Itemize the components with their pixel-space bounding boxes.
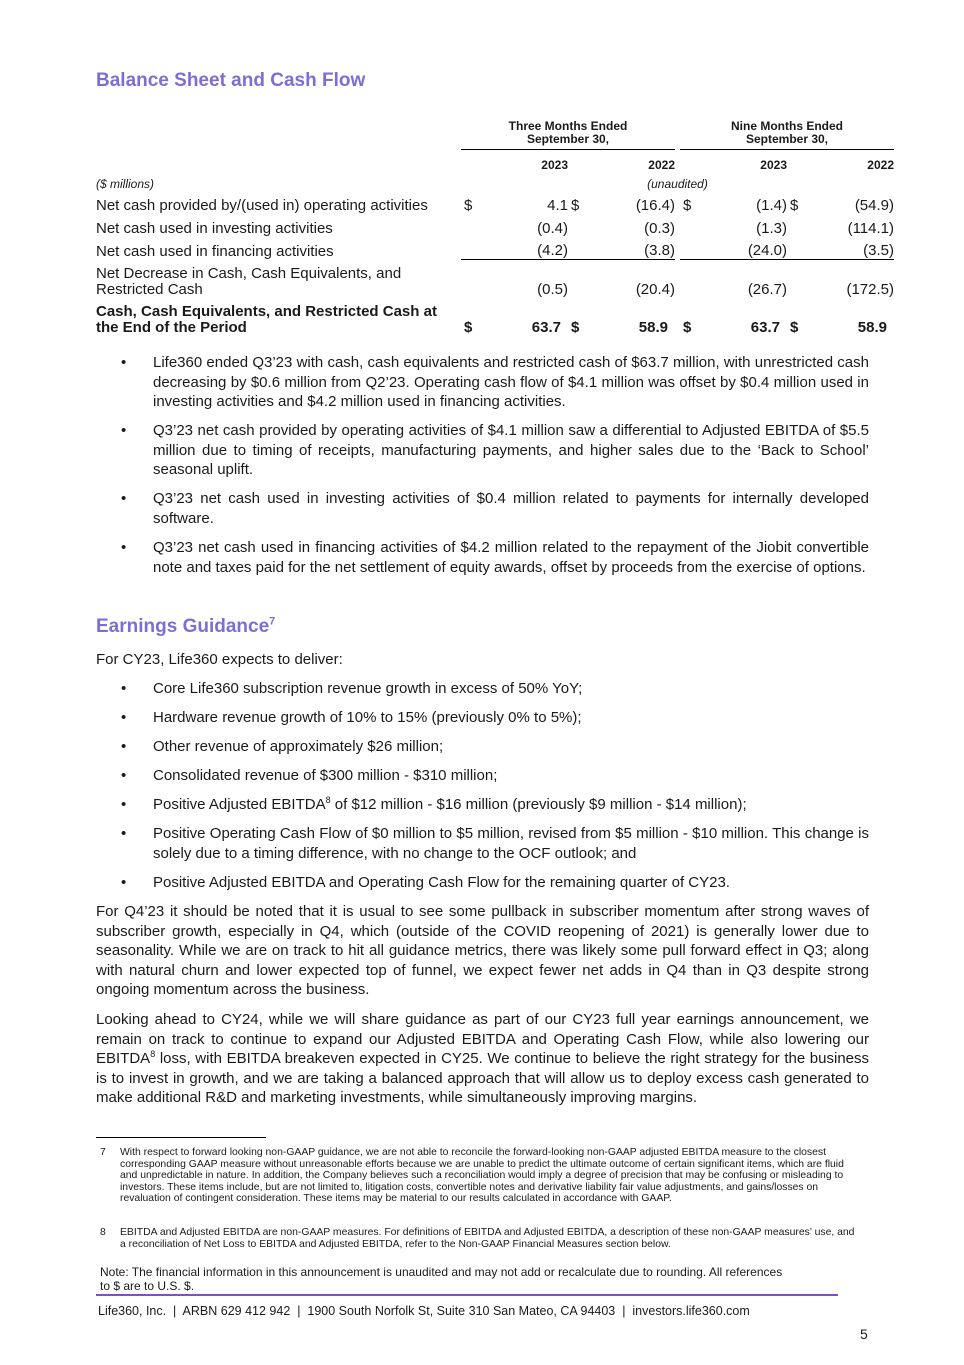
currency-symbol: [787, 260, 809, 300]
cell-value: (0.3): [644, 219, 675, 237]
cell-value: (20.4): [635, 280, 675, 298]
guidance-bullet-7: Positive Adjusted EBITDA and Operating Cash Flow for the remaining quarter of CY23.: [153, 874, 730, 891]
guidance-bullet-4: Consolidated revenue of $300 million - $310 million;: [153, 767, 498, 784]
cell-value: (0.4): [537, 219, 568, 237]
footnote-ref: 8: [325, 795, 331, 805]
footnote-number: 8: [100, 1227, 106, 1238]
cash-bullet-2: Q3’23 net cash provided by operating activities of $4.1 million saw a differential to Adjusted EBITDA of $5.5 million due to timing of receipts, manufacturing payments, and higher sales due to the ‘Back to School’ seasonal uplift.: [153, 422, 869, 478]
cell-value: 58.9: [857, 318, 887, 336]
footer-rule: [96, 1294, 838, 1296]
cell-value: (4.2): [483, 237, 568, 260]
currency-symbol: [787, 237, 809, 260]
currency-symbol: $: [571, 318, 580, 336]
cell-value: 58.9: [638, 318, 668, 336]
footer-company-info: Life360, Inc. | ARBN 629 412 942 | 1900 South Norfolk St, Suite 310 San Mateo, CA 94403 | investors.life360.com: [98, 1304, 750, 1318]
footnote-separator: [96, 1137, 266, 1138]
guidance-bullet-5-pre: Positive Adjusted EBITDA: [153, 796, 326, 813]
cell-value: (26.7): [747, 280, 787, 298]
paragraph-q4-outlook: For Q4’23 it should be noted that it is usual to see some pullback in subscriber momentum after strong waves of subscriber growth, especially in Q4, which (outside of the COVID reopening of 2021) is generally lower due to seasonality. While we are on track to hit all guidance metrics, there was likely some pull forward effect in Q3; along with natural churn and lower expected top of funnel, we expect fewer net adds in Q4 than in Q3 despite strong ongoing momentum across the business.: [96, 903, 869, 998]
currency-symbol: [680, 214, 702, 237]
currency-symbol: [680, 260, 702, 300]
currency-symbol: [568, 237, 590, 260]
table-year-row: [96, 150, 894, 172]
paragraph-cy24-outlook: [96, 1010, 869, 1108]
year-header: 2022: [809, 150, 894, 172]
footnote-ref: 8: [150, 1049, 156, 1059]
bullet-dot: •: [121, 796, 127, 813]
row-label: Net Decrease in Cash, Cash Equivalents, and Restricted Cash: [96, 264, 402, 298]
table-row: [96, 260, 894, 300]
row-label: Net cash provided by/(used in) operating activities: [96, 196, 428, 214]
guidance-heading-text: Earnings Guidance: [96, 616, 270, 637]
table-unit-row: [96, 172, 894, 191]
guidance-bullet-3: Other revenue of approximately $26 million;: [153, 738, 444, 755]
year-header: 2023: [483, 150, 568, 172]
row-label: Net cash used in financing activities: [96, 242, 334, 260]
currency-symbol: [461, 260, 483, 300]
bullet-dot: •: [121, 490, 127, 507]
footnote-8: EBITDA and Adjusted EBITDA are non-GAAP measures. For definitions of EBITDA and Adjusted EBITDA, a description of these non-GAAP measures’ use, and a reconciliation of Net Loss to EBITDA and Adjusted EBITDA, refer to the Non-GAAP Financial Measures section below.: [120, 1227, 855, 1250]
bullet-dot: •: [121, 422, 127, 439]
currency-symbol: $: [683, 318, 692, 336]
currency-symbol: [461, 214, 483, 237]
currency-symbol: $: [571, 196, 580, 214]
bullet-dot: •: [121, 709, 127, 726]
currency-symbol: [680, 237, 702, 260]
guidance-bullet-1: Core Life360 subscription revenue growth in excess of 50% YoY;: [153, 680, 583, 697]
bullet-dot: •: [121, 874, 127, 891]
table-group-header-row: [96, 120, 894, 150]
currency-symbol: [787, 214, 809, 237]
cash-flow-table: [96, 120, 894, 338]
cell-value: (16.4): [635, 196, 675, 214]
cell-value: (114.1): [847, 219, 894, 237]
footnote-7: With respect to forward looking non-GAAP guidance, we are not able to reconcile the forward-looking non-GAAP adjusted EBITDA measure to the closest corresponding GAAP measure without unreasonable efforts because we are unable to predict the ultimate outcome of certain significant items, which are fluid and unpredictable in nature. In addition, the Company believes such a reconciliation would imply a degree of precision that may be confusing or misleading to investors. These items include, but are not limited to, litigation costs, convertible notes and derivative liability fair value adjustments, and gains/losses on revaluation of contingent consideration. These items may be material to our results calculated in accordance with GAAP.: [120, 1147, 844, 1205]
cell-value: 4.1: [547, 196, 568, 214]
currency-symbol: $: [464, 318, 473, 336]
rounding-note: Note: The financial information in this announcement is unaudited and may not add or recalculate due to rounding. All references to $ are to U.S. $.: [100, 1265, 783, 1293]
cell-value: (0.5): [537, 280, 568, 298]
page-number: 5: [860, 1326, 868, 1342]
cash-bullet-1: Life360 ended Q3’23 with cash, cash equivalents and restricted cash of $63.7 million, with unrestricted cash decreasing by $0.6 million from Q2’23. Operating cash flow of $4.1 million was offset by $0.4 million used in investing activities and $4.2 million used in financing activities.: [153, 354, 869, 410]
currency-symbol: $: [790, 196, 799, 214]
guidance-bullet-6: Positive Operating Cash Flow of $0 million to $5 million, revised from $5 million - $10 million. This change is solely due to a timing difference, with no change to the OCF outlook; and: [153, 825, 869, 862]
cy24-text-pre: Looking ahead to CY24, while we will share guidance as part of our CY23 full year earnings announcement, we remain on track to continue to expand our Adjusted EBITDA and Operating Cash Flow, while also lowering our EBITDA: [96, 1011, 869, 1067]
bullet-dot: •: [121, 680, 127, 697]
row-label: Net cash used in investing activities: [96, 219, 333, 237]
group-header-nine-months: Nine Months Ended September 30,: [731, 119, 843, 146]
unit-label: ($ millions): [96, 176, 155, 191]
cell-value: (3.8): [590, 237, 675, 260]
currency-symbol: [568, 214, 590, 237]
cash-bullet-3: Q3’23 net cash used in investing activities of $0.4 million related to payments for internally developed software.: [153, 490, 869, 527]
row-label: Cash, Cash Equivalents, and Restricted Cash at the End of the Period: [96, 302, 437, 336]
group-header-three-months: Three Months Ended September 30,: [508, 119, 628, 146]
cell-value: 63.7: [750, 318, 780, 336]
bullet-dot: •: [121, 825, 127, 842]
currency-symbol: [461, 237, 483, 260]
guidance-bullet-5: [153, 795, 869, 815]
bullet-dot: •: [121, 767, 127, 784]
bullet-dot: •: [121, 738, 127, 755]
cell-value: (54.9): [854, 196, 894, 214]
table-row: [96, 237, 894, 260]
cell-value: (24.0): [702, 237, 787, 260]
year-header: 2023: [702, 150, 787, 172]
cell-value: (3.5): [809, 237, 894, 260]
footnote-ref: 7: [269, 615, 276, 628]
currency-symbol: $: [464, 196, 473, 214]
table-row-total: [96, 300, 894, 338]
guidance-bullet-2: Hardware revenue growth of 10% to 15% (previously 0% to 5%);: [153, 709, 582, 726]
table-row: [96, 191, 894, 214]
cell-value: (1.4): [756, 196, 787, 214]
year-header: 2022: [590, 150, 675, 172]
bullet-dot: •: [121, 539, 127, 556]
cy24-text-post: loss, with EBITDA breakeven expected in CY25. We continue to believe the right strategy for the business is to invest in growth, and we are taking a balanced approach that will allow us to deploy excess cash generated to make additional R&D and marketing investments, while simultaneously improving margins.: [96, 1050, 869, 1106]
currency-symbol: $: [790, 318, 799, 336]
currency-symbol: $: [683, 196, 692, 214]
table-row: [96, 214, 894, 237]
guidance-bullet-5-post: of $12 million - $16 million (previously $9 million - $14 million);: [330, 796, 747, 813]
currency-symbol: [568, 260, 590, 300]
guidance-intro: For CY23, Life360 expects to deliver:: [96, 651, 343, 668]
unaudited-label: (unaudited): [647, 176, 708, 191]
cell-value: (1.3): [756, 219, 787, 237]
cell-value: 63.7: [531, 318, 561, 336]
section-heading-balance: Balance Sheet and Cash Flow: [96, 70, 366, 91]
bullet-dot: •: [121, 354, 127, 371]
cell-value: (172.5): [846, 280, 894, 298]
section-heading-guidance: [96, 616, 275, 638]
cash-bullet-4: Q3’23 net cash used in financing activities of $4.2 million related to the repayment of the Jiobit convertible note and taxes paid for the net settlement of equity awards, offset by proceeds from the exercise of options.: [153, 539, 869, 576]
footnote-number: 7: [100, 1147, 106, 1158]
